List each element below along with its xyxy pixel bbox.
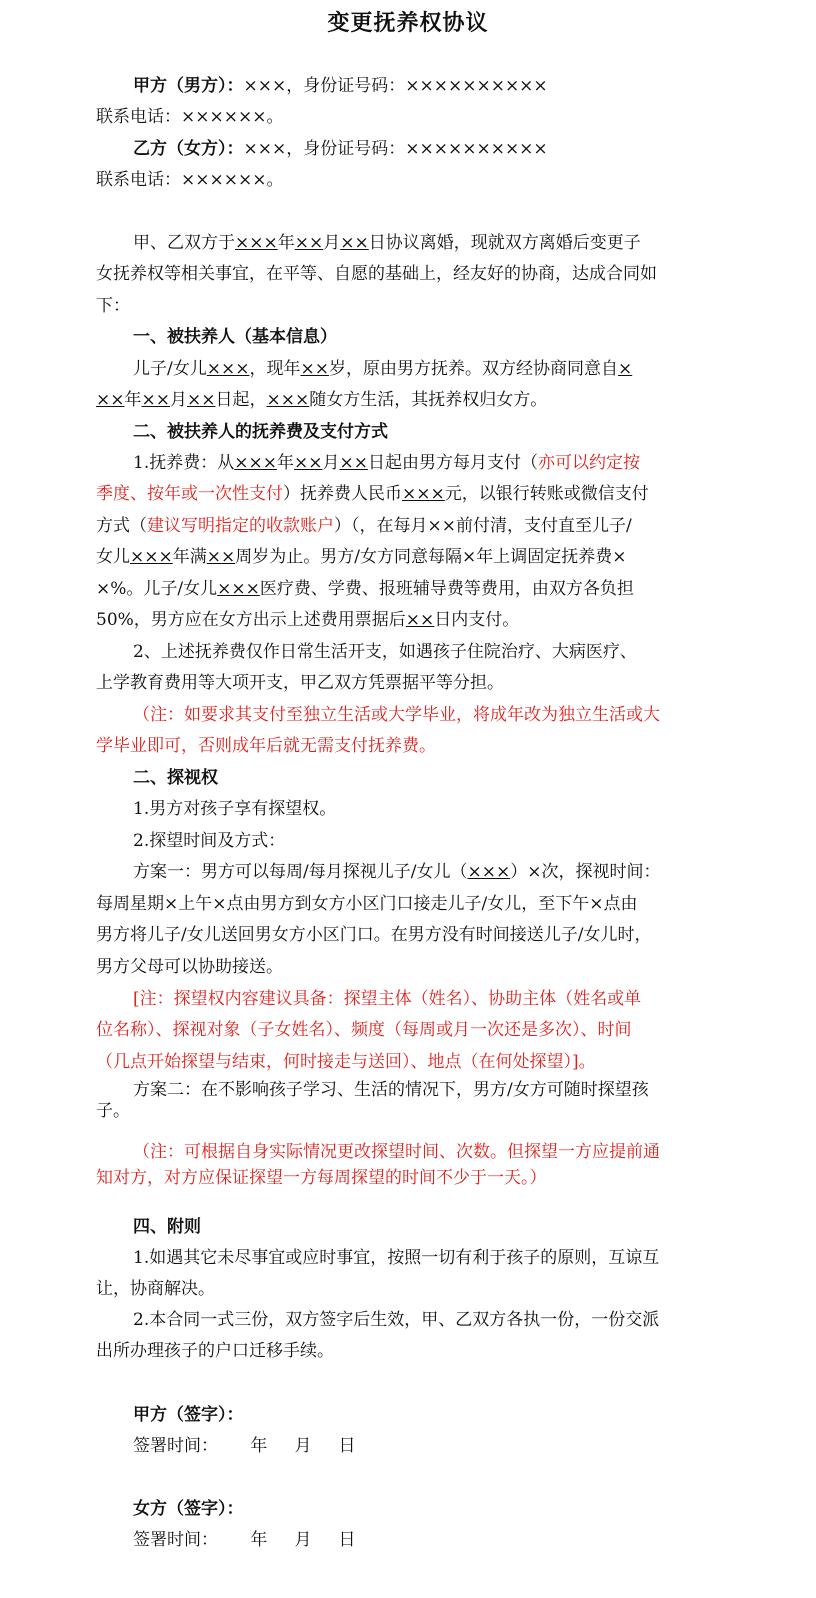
text-run: 儿子/女儿 — [133, 359, 207, 379]
section-4-item-1-line-1: 1.如遇其它未尽事宜或应时事宜，按照一切有利于孩子的原则，互谅互 — [133, 1248, 660, 1268]
blank-field: ×× — [300, 359, 329, 379]
plan-1-line-1 — [133, 860, 733, 884]
text-run: 女儿 — [96, 547, 130, 567]
text-run: ×%。儿子/女儿 — [96, 579, 218, 599]
party-b-phone: 联系电话：××××××。 — [96, 170, 284, 190]
blank-field: ××× — [234, 453, 277, 473]
note-1-line-1: [注：探望权内容建议具备：探望主体（姓名）、协助主体（姓名或单 — [133, 989, 642, 1009]
section-2-p2-line-2: 上学教育费用等大项开支，甲乙双方凭票据平等分担。 — [96, 673, 504, 693]
text-run: 甲、乙双方于 — [133, 233, 235, 253]
text-run: 年满 — [172, 547, 207, 567]
party-b-label: 乙方（女方）： — [133, 139, 244, 159]
blank-field: ×× — [206, 547, 236, 567]
blank-field: ×× — [294, 233, 324, 253]
text-run: 日协议离婚，现就双方离婚后变更子 — [368, 233, 641, 253]
text-run: 年 — [277, 233, 295, 253]
note-1-line-2: 位名称）、探视对象（子女姓名）、频度（每周或月一次还是多次）、时间 — [96, 1020, 632, 1040]
plan-1-line-4: 男方父母可以协助接送。 — [96, 957, 283, 977]
text-run: ）（，在每月××前付清，支付直至儿子/ — [334, 516, 632, 536]
section-2-note-line-1: （注：如要求其支付至独立生活或大学毕业，将成年改为独立生活或大 — [133, 705, 660, 725]
section-4-item-2-line-1: 2.本合同一式三份，双方签字后生效，甲、乙双方各执一份，一份交派 — [133, 1310, 660, 1330]
text-run: 月 — [322, 453, 340, 473]
intro-line-3: 下： — [96, 296, 130, 316]
plan-1-line-3: 男方将儿子/女儿送回男女方小区门口。在男方没有时间接送儿子/女儿时， — [96, 925, 652, 945]
text-run: 日起， — [215, 390, 267, 410]
signature-b-date: 签署时间： 年 月 日 — [133, 1530, 356, 1550]
section-1-line-2 — [96, 388, 736, 412]
section-1-heading: 一、被扶养人（基本信息） — [133, 327, 337, 347]
section-2-p1-line-3 — [96, 514, 736, 538]
note-1-line-3: （几点开始探望与结束，何时接走与送回）、地点（在何处探望）]。 — [96, 1052, 596, 1072]
section-2-note-line-2: 学毕业即可，否则成年后就无需支付抚养费。 — [96, 736, 436, 756]
red-note-text: 建议写明指定的收款账户 — [147, 516, 334, 536]
blank-field: ××× — [266, 390, 310, 410]
intro-line-1 — [133, 231, 733, 255]
blank-field: × — [617, 359, 633, 379]
note-2-line-2: 知对方，对方应保证探望一方每周探望的时间不少于一天。） — [96, 1168, 547, 1188]
text-run: ，现年 — [249, 359, 301, 379]
blank-field: ×× — [187, 390, 216, 410]
section-3-item-1: 1.男方对孩子享有探望权。 — [133, 799, 337, 819]
party-b-text: ×××，身份证号码：×××××××××× — [243, 139, 548, 159]
party-b-line — [133, 137, 733, 161]
blank-field: ××× — [206, 359, 250, 379]
text-run: 岁，原由男方抚养。双方经协商同意自 — [328, 359, 618, 379]
text-run: 方案一：男方可以每周/每月探视儿子/女儿（ — [133, 862, 468, 882]
party-a-label: 甲方（男方）： — [133, 76, 244, 96]
blank-field: ×× — [405, 610, 435, 630]
document-title: 变更抚养权协议 — [327, 11, 489, 36]
blank-field: ×× — [293, 453, 323, 473]
text-run: 50%，男方应在女方出示上述费用票据后 — [96, 610, 406, 630]
section-2-p2-line-1: 2、上述抚养费仅作日常生活开支，如遇孩子住院治疗、大病医疗、 — [133, 642, 637, 662]
section-4-item-2-line-2: 出所办理孩子的户口迁移手续。 — [96, 1341, 334, 1361]
section-2-p1-line-6 — [96, 608, 736, 632]
text-run: 周岁为止。男方/女方同意每隔×年上调固定抚养费× — [235, 547, 627, 567]
blank-field: ×× — [141, 390, 170, 410]
blank-field: ×× — [339, 453, 368, 473]
intro-line-2: 女抚养权等相关事宜，在平等、自愿的基础上，经友好的协商，达成合同如 — [96, 264, 657, 284]
section-2-p1-line-1 — [133, 451, 733, 475]
text-run: 月 — [323, 233, 341, 253]
signature-a-label: 甲方（签字）： — [133, 1405, 244, 1425]
section-4-heading: 四、附则 — [133, 1217, 201, 1237]
blank-field: ××× — [467, 862, 511, 882]
note-2-line-1: （注：可根据自身实际情况更改探望时间、次数。但探望一方应提前通 — [133, 1142, 660, 1162]
text-run: 日内支付。 — [434, 610, 520, 630]
party-a-phone: 联系电话：××××××。 — [96, 107, 284, 127]
text-run: 年 — [276, 453, 294, 473]
section-2-p1-line-2 — [96, 482, 736, 506]
text-run: 元，以银行转账或微信支付 — [444, 484, 649, 504]
red-note-text: 亦可以约定按 — [537, 453, 640, 473]
blank-field: ××× — [217, 579, 260, 599]
plan-2-line-2: 子。 — [96, 1101, 130, 1121]
blank-field: ×× — [96, 390, 125, 410]
red-note-text: 季度、按年或一次性支付 — [96, 484, 283, 504]
signature-a-date: 签署时间： 年 月 日 — [133, 1436, 356, 1456]
text-run: 方式（ — [96, 516, 147, 536]
blank-field: ××× — [235, 233, 278, 253]
section-2-p1-line-4 — [96, 545, 736, 569]
party-a-text: ×××，身份证号码：×××××××××× — [243, 76, 548, 96]
blank-field: ×× — [340, 233, 369, 253]
section-2-p1-line-5 — [96, 577, 736, 601]
text-run: 月 — [170, 390, 187, 410]
section-2-heading: 二、被扶养人的抚养费及支付方式 — [133, 422, 388, 442]
text-run: ）×次，探视时间： — [510, 862, 661, 882]
blank-field: ××× — [402, 484, 445, 504]
section-3-heading: 二、探视权 — [133, 768, 218, 788]
text-run: 日起由男方每月支付（ — [367, 453, 538, 473]
section-4-item-1-line-2: 让，协商解决。 — [96, 1279, 215, 1299]
signature-b-label: 女方（签字）： — [133, 1499, 244, 1519]
blank-field: ××× — [130, 547, 173, 567]
text-run: 医疗费、学费、报班辅导费等费用，由双方各负担 — [259, 579, 634, 599]
text-run: ）抚养费人民币 — [283, 484, 402, 504]
text-run: 1.抚养费：从 — [133, 453, 235, 473]
text-run: 年 — [124, 390, 142, 410]
section-3-item-2: 2.探望时间及方式： — [133, 831, 286, 851]
party-a-line — [133, 74, 733, 98]
text-run: 随女方生活，其抚养权归女方。 — [309, 390, 548, 410]
plan-1-line-2: 每周星期×上午×点由男方到女方小区门口接走儿子/女儿，至下午×点由 — [96, 894, 638, 914]
section-1-line-1 — [133, 357, 733, 381]
plan-2-line-1: 方案二：在不影响孩子学习、生活的情况下，男方/女方可随时探望孩 — [133, 1080, 649, 1100]
